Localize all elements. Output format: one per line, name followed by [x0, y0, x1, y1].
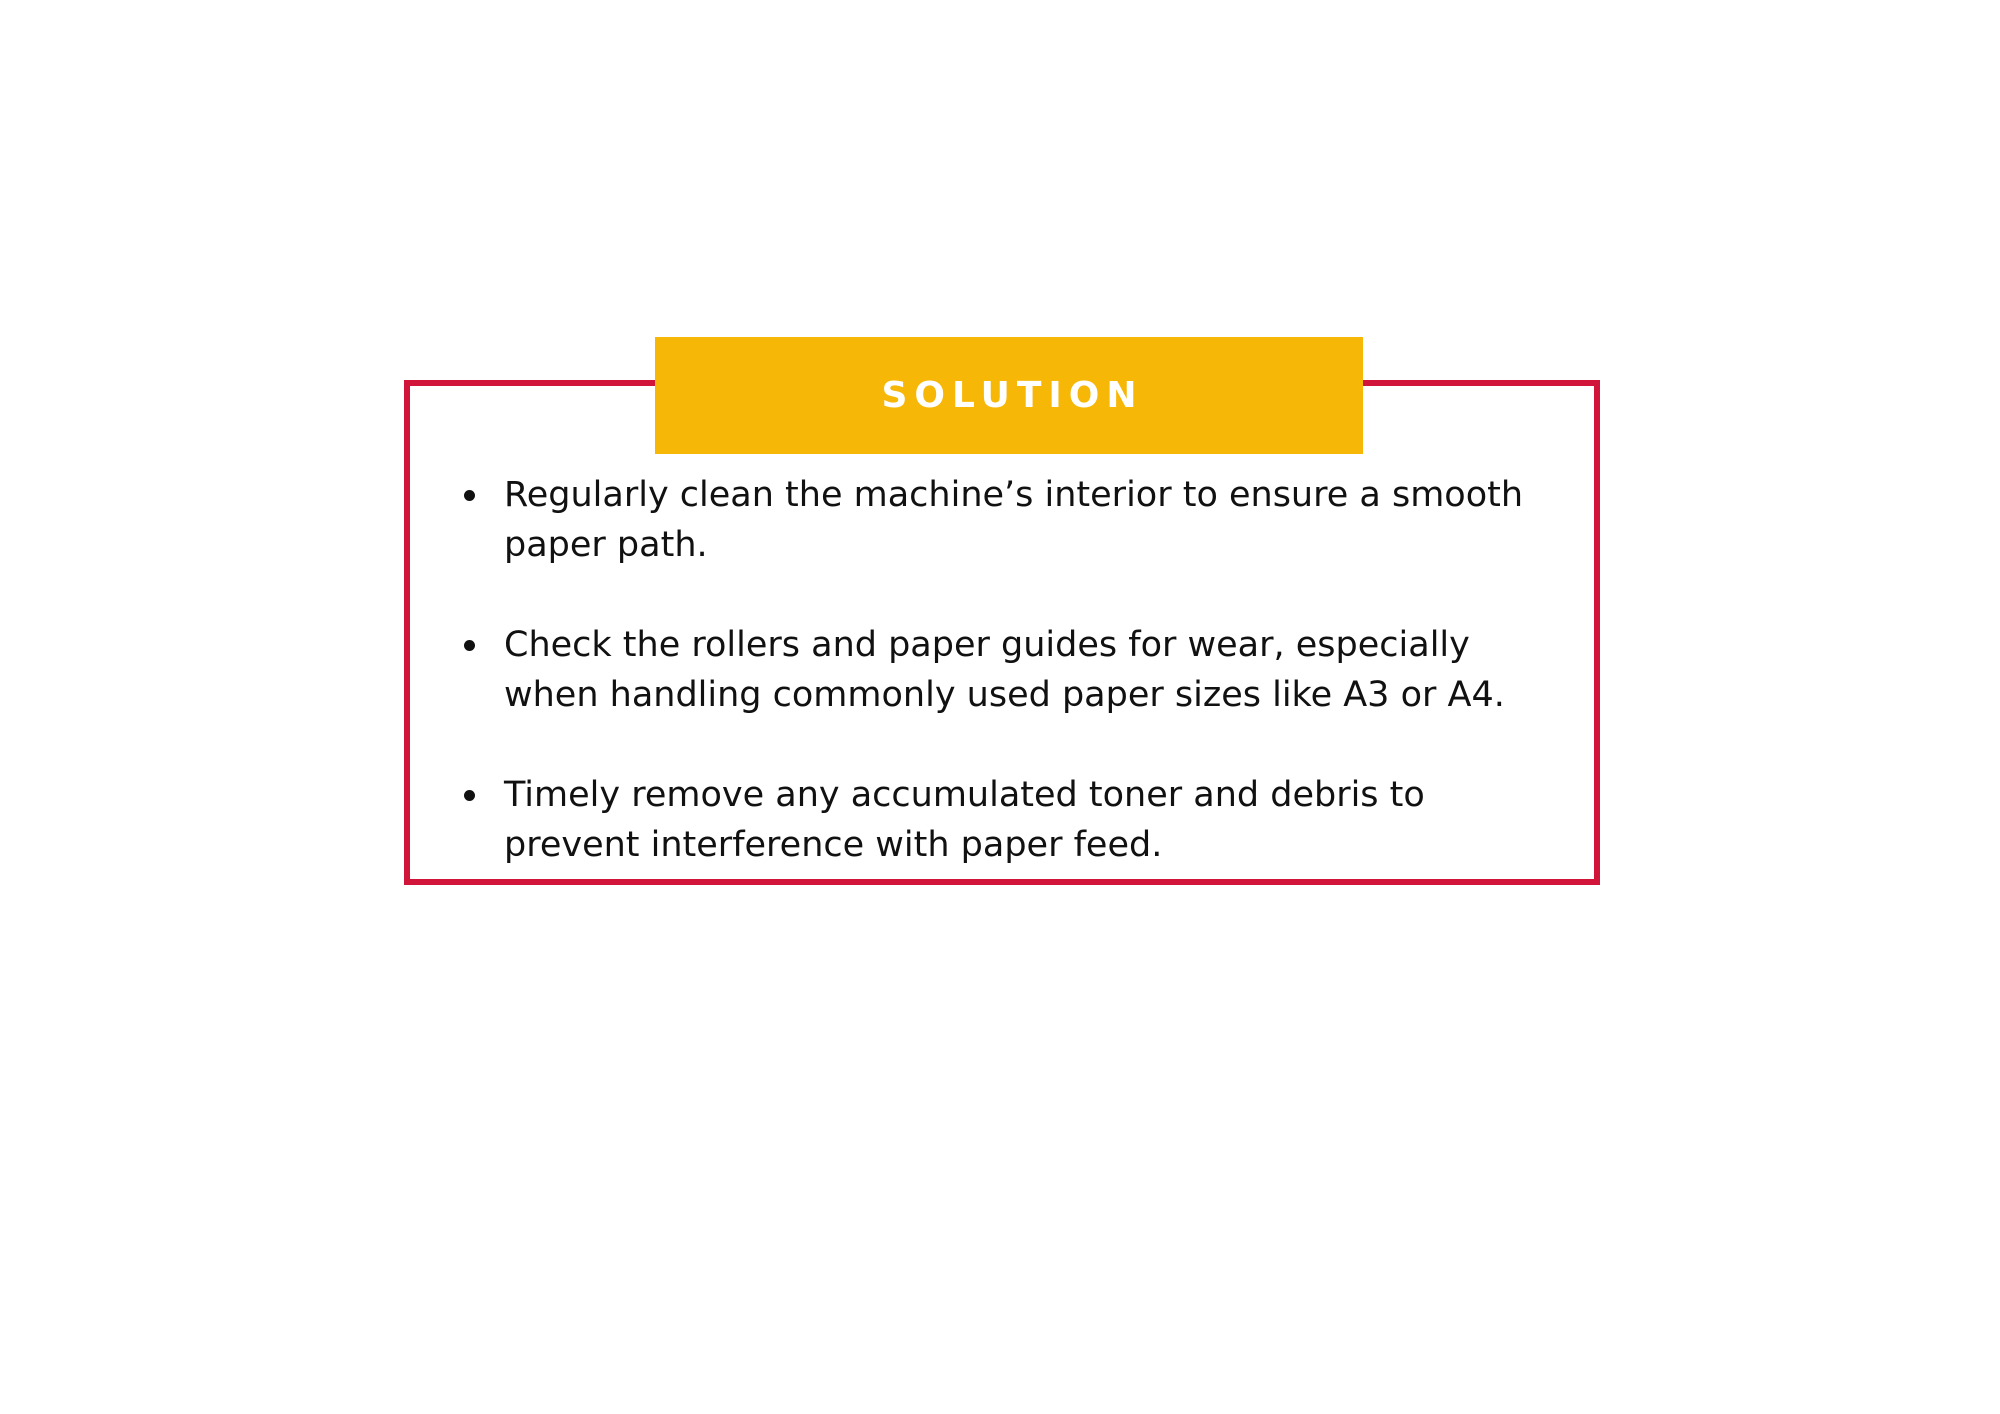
list-item [460, 620, 1570, 720]
list-item [460, 770, 1570, 870]
solution-header [655, 337, 1363, 454]
bullet-icon [464, 790, 475, 801]
list-item-text: Check the rollers and paper guides for wear, especially when handling commonly used paper sizes like A3 or A4. [504, 625, 1505, 715]
list-item [460, 470, 1570, 570]
solution-title: SOLUTION [881, 375, 1144, 416]
list-item-text: Timely remove any accumulated toner and debris to prevent interference with paper feed. [504, 775, 1425, 865]
bullet-icon [464, 640, 475, 651]
list-item-text: Regularly clean the machine’s interior to ensure a smooth paper path. [504, 475, 1524, 565]
bullet-icon [464, 490, 475, 501]
solution-list [460, 470, 1570, 870]
